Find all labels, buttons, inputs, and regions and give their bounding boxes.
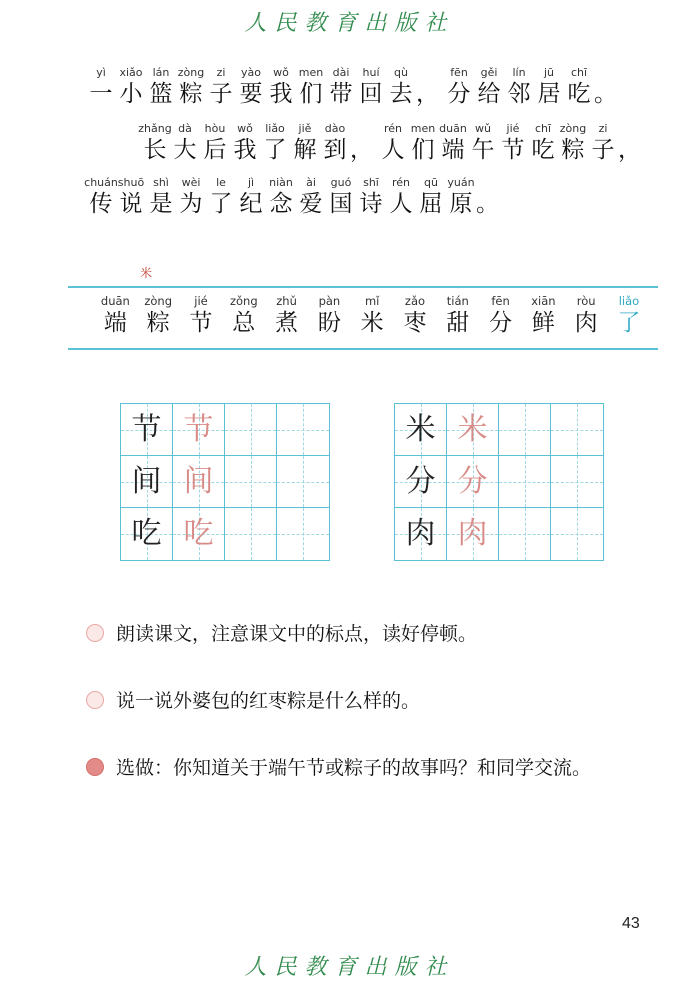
pinyin: lín — [512, 66, 526, 79]
page-number: 43 — [622, 915, 640, 932]
passage-char — [446, 176, 476, 218]
pinyin: yuán — [447, 176, 475, 189]
task-text: 朗读课文，注意课文中的标点，读好停顿。 — [116, 623, 478, 645]
hanzi: 后 — [203, 137, 227, 163]
passage-char — [146, 66, 176, 108]
pinyin: duān — [439, 122, 467, 135]
hanzi: 长 — [143, 137, 167, 163]
trace-char: 米 — [457, 411, 488, 447]
hanzi: 们 — [411, 137, 435, 163]
hanzi: 爱 — [299, 191, 323, 217]
task-item — [86, 619, 477, 646]
punctuation — [350, 122, 378, 164]
trace-char: 吃 — [183, 516, 214, 551]
vocab-hanzi: 煮 — [275, 310, 299, 336]
hanzi: 端 — [441, 137, 465, 163]
pinyin: jiě — [298, 122, 312, 135]
passage-char — [356, 176, 386, 218]
pinyin: men — [410, 122, 436, 135]
pinyin: dài — [332, 66, 350, 79]
trace-char-cell — [447, 456, 499, 508]
model-char-cell — [395, 404, 447, 456]
vocab-item — [180, 294, 223, 338]
pinyin: wǒ — [273, 66, 289, 79]
hanzi: 节 — [501, 137, 525, 163]
vocab-pinyin: fēn — [491, 294, 510, 308]
hanzi: 给 — [477, 81, 501, 107]
passage-char — [260, 122, 290, 164]
punctuation — [476, 176, 504, 218]
pinyin: niàn — [269, 176, 293, 189]
pinyin: ài — [306, 176, 316, 189]
hanzi: 去 — [389, 81, 413, 107]
model-char: 肉 — [405, 516, 436, 551]
pinyin: hòu — [204, 122, 226, 135]
publisher-logo-top: 人民教育出版社 — [244, 11, 455, 36]
punctuation — [416, 66, 444, 108]
passage-char — [356, 66, 386, 108]
passage-char — [386, 66, 416, 108]
trace-char-cell — [173, 508, 225, 560]
hanzi: 。 — [476, 191, 499, 217]
trace-char-cell — [447, 404, 499, 456]
hanzi: 大 — [173, 137, 197, 163]
hanzi: 回 — [359, 81, 383, 107]
pinyin: chī — [570, 66, 588, 79]
pinyin: zòng — [177, 66, 205, 79]
passage-char — [326, 176, 356, 218]
hanzi: 说 — [119, 191, 143, 217]
hanzi: 粽 — [179, 81, 203, 107]
hanzi: 为 — [179, 191, 203, 217]
pinyin: chī — [534, 122, 552, 135]
hanzi: 小 — [119, 81, 143, 107]
pinyin: wèi — [181, 176, 201, 189]
passage-char — [498, 122, 528, 164]
publisher-logo-bottom: 人民教育出版社 — [244, 955, 455, 980]
optional-seal-icon — [86, 758, 104, 776]
hanzi: 要 — [239, 81, 263, 107]
vocab-hanzi: 节 — [189, 310, 213, 336]
hanzi: ， — [350, 137, 373, 163]
passage-char — [468, 122, 498, 164]
pinyin: shuō — [117, 176, 145, 189]
vocab-pinyin: zòng — [144, 294, 173, 308]
vocab-pinyin: zǒng — [229, 294, 258, 308]
passage-char — [408, 122, 438, 164]
punctuation — [618, 122, 646, 164]
vocab-hanzi: 分 — [489, 310, 513, 336]
trace-char: 间 — [183, 463, 214, 499]
trace-char-cell — [173, 456, 225, 508]
passage-char — [386, 176, 416, 218]
passage-char — [320, 122, 350, 164]
pinyin: jì — [247, 176, 255, 189]
stroke-mark: 米 — [140, 266, 153, 280]
hanzi: 纪 — [239, 191, 263, 217]
trace-char-cell — [173, 404, 225, 456]
pinyin: gěi — [480, 66, 498, 79]
passage-char — [116, 176, 146, 218]
hanzi: 篮 — [149, 81, 173, 107]
model-char: 米 — [405, 411, 436, 447]
passage-char — [528, 122, 558, 164]
hanzi: 们 — [299, 81, 323, 107]
hanzi: 人 — [381, 137, 405, 163]
vocab-pinyin: jié — [194, 294, 208, 308]
book-seal-icon — [86, 624, 104, 642]
pinyin: wǔ — [475, 122, 491, 135]
pinyin: shì — [153, 176, 169, 189]
hanzi: 诗 — [359, 191, 383, 217]
pinyin: liǎo — [265, 122, 285, 135]
vocab-item — [608, 294, 651, 338]
hanzi: 吃 — [531, 137, 555, 163]
vocab-hanzi: 盼 — [317, 310, 341, 336]
pinyin: shī — [363, 176, 379, 189]
model-char: 吃 — [131, 516, 162, 551]
passage-char — [116, 66, 146, 108]
passage-char — [230, 122, 260, 164]
passage-char — [588, 122, 618, 164]
hanzi: 粽 — [561, 137, 585, 163]
passage-char — [236, 176, 266, 218]
pinyin: rén — [383, 122, 403, 135]
model-char-cell — [395, 456, 447, 508]
trace-char-cell — [447, 508, 499, 560]
practice-cell — [499, 456, 551, 508]
practice-cell — [277, 456, 329, 508]
vocab-item — [436, 294, 479, 338]
model-char: 间 — [131, 463, 162, 499]
practice-cell — [225, 508, 277, 560]
passage-char — [206, 176, 236, 218]
hanzi: 原 — [449, 191, 473, 217]
hanzi: 到 — [323, 137, 347, 163]
passage-char — [438, 122, 468, 164]
task-text: 选做：你知道关于端午节或粽子的故事吗？和同学交流。 — [116, 757, 592, 779]
practice-cell — [551, 456, 603, 508]
writing-grid-left — [120, 403, 330, 561]
practice-cell — [551, 404, 603, 456]
vocab-item — [522, 294, 565, 338]
vocab-pinyin: ròu — [576, 294, 596, 308]
vocab-pinyin: mǐ — [364, 294, 380, 308]
vocab-hanzi: 枣 — [403, 310, 427, 336]
hanzi: 居 — [537, 81, 561, 107]
passage-char — [534, 66, 564, 108]
hanzi: 是 — [149, 191, 173, 217]
hanzi: 念 — [269, 191, 293, 217]
vocab-item — [265, 294, 308, 338]
pinyin: rén — [391, 176, 411, 189]
passage-char — [558, 122, 588, 164]
vocab-item — [308, 294, 351, 338]
passage-line-1 — [86, 66, 622, 108]
passage-char — [416, 176, 446, 218]
hanzi: 。 — [594, 81, 617, 107]
vocab-item — [137, 294, 180, 338]
vocab-hanzi: 肉 — [574, 310, 598, 336]
hanzi: 人 — [389, 191, 413, 217]
pinyin: dào — [324, 122, 346, 135]
vocab-item — [565, 294, 608, 338]
hanzi: 分 — [447, 81, 471, 107]
trace-char: 分 — [457, 463, 488, 499]
hanzi: 邻 — [507, 81, 531, 107]
pinyin: yì — [96, 66, 106, 79]
practice-cell — [277, 508, 329, 560]
writing-grid-right — [394, 403, 604, 561]
pinyin: yào — [241, 66, 261, 79]
passage-char — [86, 176, 116, 218]
trace-char: 肉 — [457, 516, 488, 551]
vocab-pinyin: liǎo — [618, 294, 640, 308]
model-char-cell — [121, 508, 173, 560]
task-item — [86, 753, 591, 780]
passage-char — [444, 66, 474, 108]
pinyin: dà — [178, 122, 192, 135]
passage-char — [326, 66, 356, 108]
hanzi: 了 — [209, 191, 233, 217]
vocabulary-bar — [68, 286, 658, 350]
passage-char — [200, 122, 230, 164]
pinyin: qù — [394, 66, 408, 79]
hanzi: 子 — [591, 137, 615, 163]
vocab-item — [351, 294, 394, 338]
hanzi: 屈 — [419, 191, 443, 217]
task-item — [86, 686, 420, 713]
pinyin: le — [216, 176, 226, 189]
passage-char — [170, 122, 200, 164]
passage-char — [86, 66, 116, 108]
vocab-pinyin: tián — [446, 294, 469, 308]
pinyin: wǒ — [237, 122, 253, 135]
passage-char — [140, 122, 170, 164]
passage-line-2 — [140, 122, 646, 164]
hanzi: 国 — [329, 191, 353, 217]
vocab-item — [394, 294, 437, 338]
vocab-hanzi: 粽 — [146, 310, 170, 336]
passage-line-3 — [86, 176, 504, 218]
pinyin: huí — [362, 66, 380, 79]
model-char-cell — [121, 404, 173, 456]
hanzi: 带 — [329, 81, 353, 107]
vocab-item — [479, 294, 522, 338]
pinyin: zòng — [559, 122, 587, 135]
passage-char — [266, 176, 296, 218]
practice-cell — [551, 508, 603, 560]
vocab-item — [94, 294, 137, 338]
hanzi: 吃 — [567, 81, 591, 107]
pinyin: zhǎng — [138, 122, 172, 135]
passage-char — [146, 176, 176, 218]
pinyin: chuán — [84, 176, 118, 189]
passage-char — [266, 66, 296, 108]
vocab-hanzi: 米 — [360, 310, 384, 336]
passage-char — [474, 66, 504, 108]
hanzi: ， — [618, 137, 641, 163]
pinyin: jié — [506, 122, 520, 135]
passage-char — [206, 66, 236, 108]
passage-char — [296, 176, 326, 218]
hanzi: 我 — [233, 137, 257, 163]
vocab-pinyin: zǎo — [404, 294, 426, 308]
pinyin: guó — [330, 176, 352, 189]
pinyin: men — [298, 66, 324, 79]
passage-char — [176, 176, 206, 218]
passage-char — [236, 66, 266, 108]
vocabulary-row — [94, 294, 650, 338]
vocab-hanzi: 了 — [617, 310, 641, 336]
hanzi: ， — [416, 81, 439, 107]
vocab-hanzi: 总 — [232, 310, 256, 336]
pinyin: jū — [543, 66, 555, 79]
vocab-hanzi: 鲜 — [531, 310, 555, 336]
practice-cell — [277, 404, 329, 456]
pinyin: zi — [598, 122, 608, 135]
task-text: 说一说外婆包的红枣粽是什么样的。 — [116, 690, 421, 712]
punctuation — [594, 66, 622, 108]
passage-char — [176, 66, 206, 108]
model-char: 分 — [405, 463, 436, 499]
practice-cell — [499, 508, 551, 560]
hanzi: 解 — [293, 137, 317, 163]
practice-cell — [225, 456, 277, 508]
vocab-pinyin: xiān — [531, 294, 556, 308]
hanzi: 午 — [471, 137, 495, 163]
passage-char — [564, 66, 594, 108]
pinyin: lán — [152, 66, 170, 79]
passage-char — [290, 122, 320, 164]
pinyin: fēn — [450, 66, 468, 79]
passage-char — [504, 66, 534, 108]
pinyin: zi — [216, 66, 226, 79]
hanzi: 子 — [209, 81, 233, 107]
pinyin: xiǎo — [119, 66, 143, 79]
vocab-pinyin: pàn — [318, 294, 341, 308]
hanzi: 了 — [263, 137, 287, 163]
model-char: 节 — [131, 411, 162, 447]
hanzi: 一 — [89, 81, 113, 107]
hanzi: 传 — [89, 191, 113, 217]
passage-char — [296, 66, 326, 108]
hanzi: 我 — [269, 81, 293, 107]
vocab-pinyin: duān — [100, 294, 130, 308]
model-char-cell — [121, 456, 173, 508]
vocab-item — [222, 294, 265, 338]
practice-cell — [225, 404, 277, 456]
trace-char: 节 — [183, 411, 214, 447]
model-char-cell — [395, 508, 447, 560]
vocab-pinyin: zhǔ — [276, 294, 297, 308]
vocab-hanzi: 端 — [103, 310, 127, 336]
passage-char — [378, 122, 408, 164]
practice-cell — [499, 404, 551, 456]
vocab-hanzi: 甜 — [446, 310, 470, 336]
speak-seal-icon — [86, 691, 104, 709]
pinyin: qū — [424, 176, 438, 189]
